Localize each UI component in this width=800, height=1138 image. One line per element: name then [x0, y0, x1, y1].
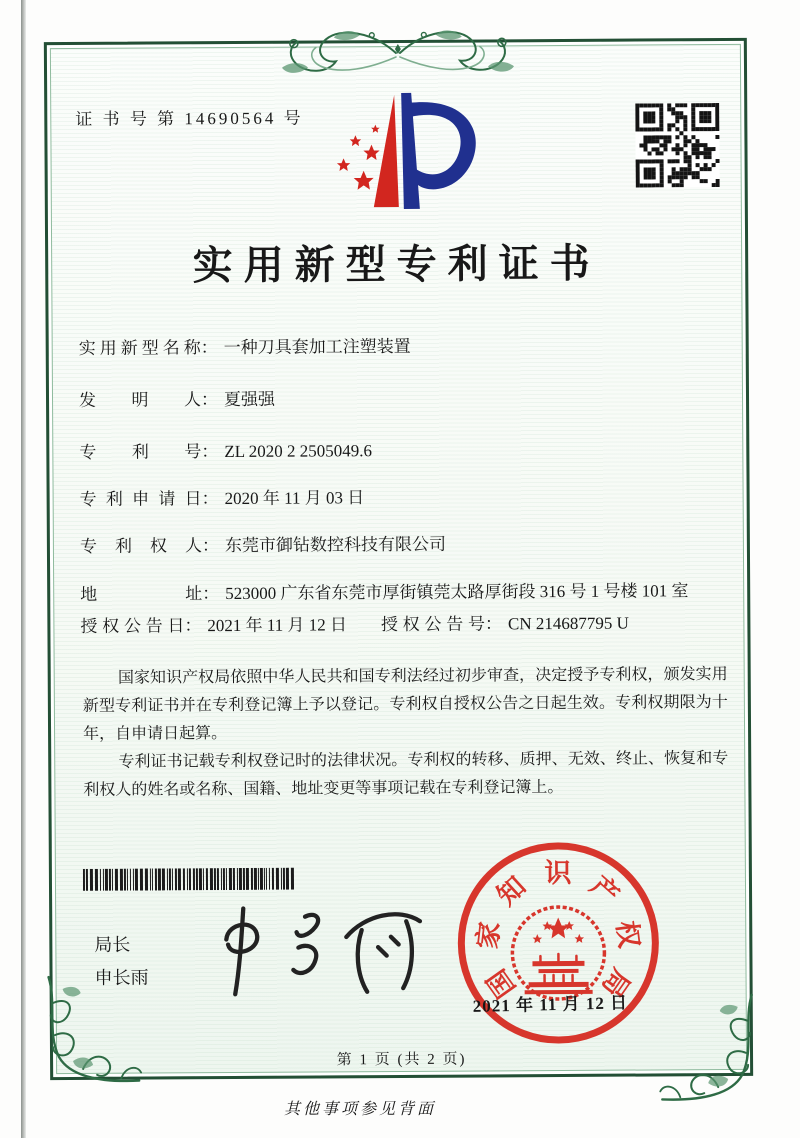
patent-fields	[79, 333, 722, 667]
field-grant-date: 授权公告日 ： 2021 年 11 月 12 日	[80, 613, 347, 639]
legal-paragraph-1: 国家知识产权局依照中华人民共和国专利法经过初步审查，决定授予专利权，颁发实用新型专利证书并在专利登记簿上予以登记。专利权自授权公告之日起生效。专利权期限为十年，自申请日起算。	[82, 665, 728, 743]
barcode	[83, 868, 297, 891]
certificate-number: 证 书 号 第 14690564 号	[75, 108, 304, 129]
svg-text:识: 识	[544, 857, 572, 889]
field-value: CN 214687795 U	[507, 613, 629, 634]
field-value: 夏强强	[223, 389, 276, 410]
field-value: ZL 2020 2 2505049.6	[224, 441, 373, 462]
field-label: 发明人	[78, 390, 202, 410]
field-grant-number: 授权公告号 ： CN 214687795 U	[381, 612, 629, 638]
certificate-frame	[44, 38, 753, 1080]
cnipa-logo	[297, 88, 502, 225]
certificate-title: 实用新型专利证书	[192, 240, 601, 289]
signer-name: 申长雨	[94, 967, 149, 988]
svg-text:权: 权	[611, 919, 645, 950]
field-address: 地址 ： 523000 广东省东莞市厚街镇莞太路厚街段 316 号 1 号楼 101 室	[80, 578, 721, 608]
page-indicator: 第 1 页 (共 2 页)	[336, 1051, 467, 1069]
photo-page-edge	[21, 0, 26, 1138]
field-label: 授权公告号	[380, 614, 486, 635]
qr-code	[635, 103, 720, 188]
seal-date: 2021 年 11 月 12 日	[472, 993, 629, 1016]
field-value: 东莞市御钻数控科技有限公司	[224, 534, 446, 556]
signer-block	[94, 929, 148, 995]
svg-text:局: 局	[595, 963, 637, 1003]
field-patentee: 专利权人 ： 东莞市御钻数控科技有限公司	[80, 531, 721, 559]
commissioner-signature	[202, 893, 443, 1014]
svg-text:产: 产	[584, 870, 625, 911]
official-seal	[452, 836, 665, 1049]
field-label: 地址	[80, 584, 203, 604]
back-side-note: 其他事项参见背面	[283, 1101, 436, 1118]
national-emblem	[512, 907, 605, 1000]
field-grant-row	[80, 611, 721, 639]
field-label: 授权公告日	[80, 616, 185, 636]
field-label: 专利申请日	[79, 489, 202, 509]
logo-stars	[337, 125, 380, 190]
field-value: 2020 年 11 月 03 日	[224, 488, 365, 509]
svg-text:国: 国	[481, 963, 522, 1004]
field-utility-model-name: 实用新型名称 ： 一种刀具套加工注塑装置	[79, 333, 720, 361]
field-value: 523000 广东省东莞市厚街镇莞太路厚街段 316 号 1 号楼 101 室	[225, 581, 689, 604]
field-value: 一种刀具套加工注塑装置	[223, 336, 411, 358]
field-label: 专利号	[79, 442, 202, 462]
svg-text:知: 知	[491, 870, 532, 912]
legal-paragraph-2: 专利证书记载专利权登记时的法律状况。专利权的转移、质押、无效、终止、恢复和专利权人的姓名或名称、国籍、地址变更等事项记载在专利登记簿上。	[83, 749, 729, 799]
field-inventor: 发明人 ： 夏强强	[79, 385, 720, 413]
legal-text	[83, 661, 729, 805]
field-label: 实用新型名称	[78, 338, 201, 358]
field-label: 专利权人	[79, 536, 202, 556]
field-filing-date: 专利申请日 ： 2020 年 11 月 03 日	[80, 484, 721, 512]
top-border-ornament	[268, 22, 528, 80]
svg-text:家: 家	[472, 920, 506, 951]
signer-title: 局长	[94, 934, 131, 955]
field-value: 2021 年 11 月 12 日	[207, 615, 348, 636]
field-patent-number: 专利号 ： ZL 2020 2 2505049.6	[79, 437, 720, 465]
